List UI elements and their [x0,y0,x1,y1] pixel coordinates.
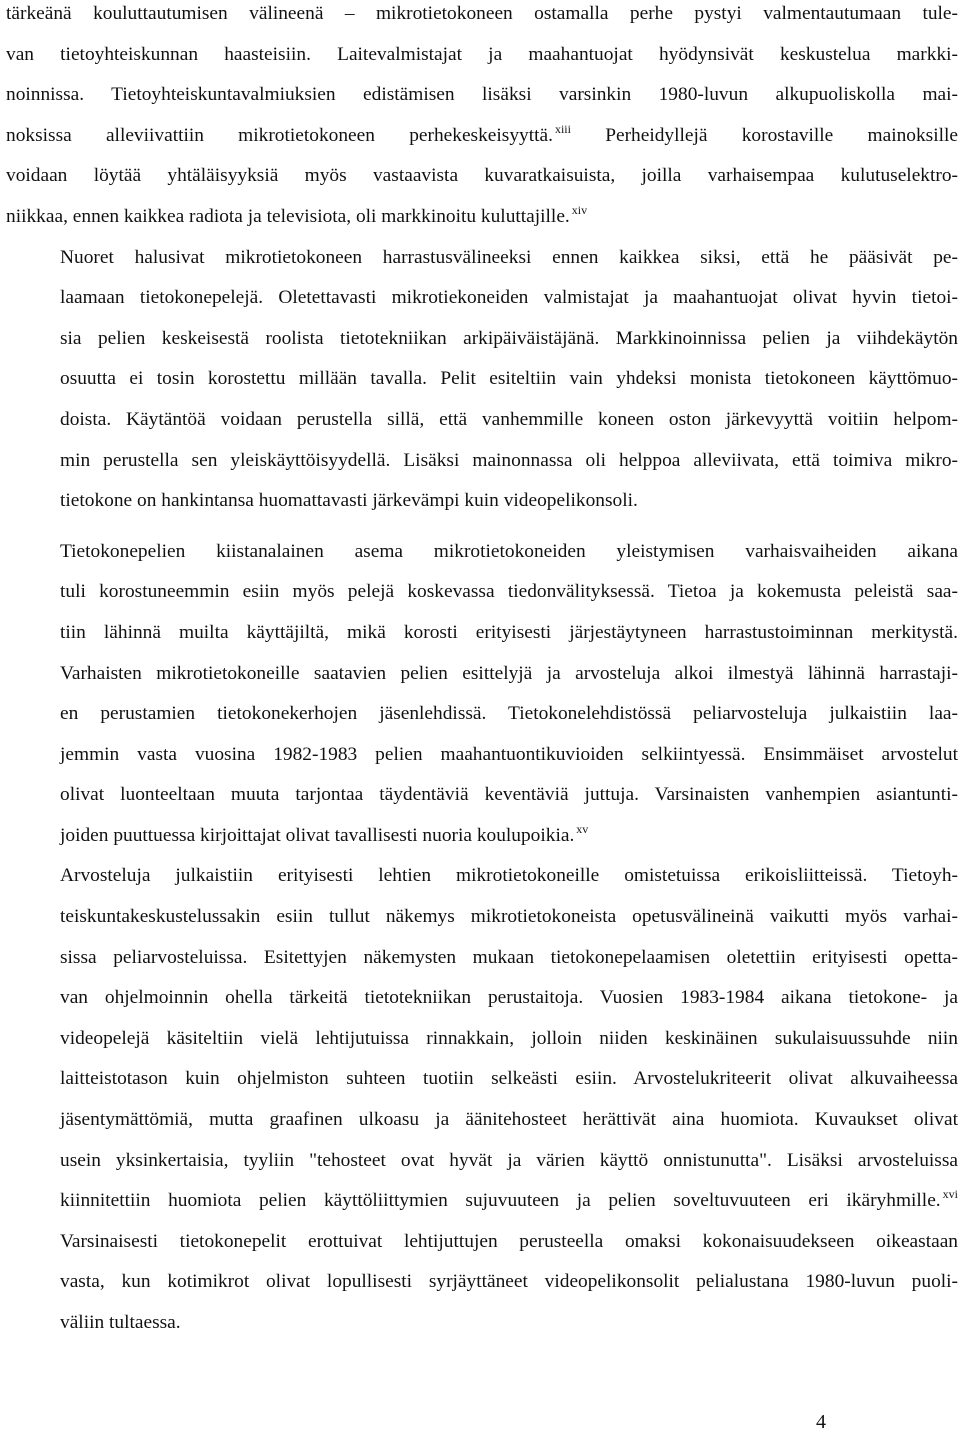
text-line: sia pelien keskeisestä roolista tietotekniikan arkipäiväistäjänä. Markkinoinnissa pelien ja viihdekäytön [60,327,958,349]
footnote-marker: xiv [571,202,588,217]
text-line: sissa peliarvosteluissa. Esitettyjen näkemysten mukaan tietokonepelaamisen oletettiin erityisesti opetta- [60,946,958,968]
text-line: Varhaisten mikrotietokoneille saatavien pelien esittelyjä ja arvosteluja alkoi ilmestyä lähinnä harrastaji- [60,662,958,684]
text-line: en perustamien tietokonekerhojen jäsenlehdissä. Tietokonelehdistössä peliarvosteluja julkaistiin laa- [60,703,958,725]
text-line: niikkaa, ennen kaikkea radiota ja televisiota, oli markkinoitu kuluttajille. $^{xiv}$ [6,202,588,227]
text-line: tiin lähinnä muilta käyttäjiltä, mikä korosti erityisesti järjestäytyneen harrastustoiminnan merkitystä. [60,621,958,643]
footnote-marker: xiii [554,121,571,136]
text-line: voidaan löytää yhtäläisyyksiä myös vastaavista kuvaratkaisuista, joilla varhaisempaa kulutuselektro- [6,165,958,187]
text-line: min perustella sen yleiskäyttöisyydellä. Lisäksi mainonnassa oli helppoa alleviivata, että toimiva mikro- [60,449,958,471]
text-line: Nuoret halusivat mikrotietokoneen harrastusvälineeksi ennen kaikkea siksi, että he pääsivät pe- [60,246,958,268]
text-line: usein yksinkertaisia, tyyliin "tehosteet ovat hyvät ja värien käyttö onnistunutta". Lisäksi arvosteluissa [60,1149,958,1171]
text-line: noksissa alleviivattiin mikrotietokoneen perhekeskeisyyttä. $^{xiii}$ Perheidyllejä korostaville mainoksille [6,121,958,146]
text-line: kiinnitettiin huomiota pelien käyttöliittymien sujuvuuteen ja pelien soveltuvuuteen eri ikäryhmille. $^{xvi}$ [60,1187,958,1212]
text-line: olivat luonteeltaan muuta tarjontaa täydentäviä keventäviä juttuja. Varsinaisten vanhempien asiantunti- [60,784,958,806]
text-line: laitteistotason kuin ohjelmiston suhteen tuotiin selkeästi esiin. Arvostelukriteerit olivat alkuvaiheessa [60,1068,958,1090]
text-line: tuli korostuneemmin esiin myös pelejä koskevassa tiedonvälityksessä. Tietoa ja kokemusta peleistä saa- [60,581,958,603]
text-line: noinnissa. Tietoyhteiskuntavalmiuksien edistämisen lisäksi varsinkin 1980-luvun alkupuoliskolla mai- [6,84,958,106]
footnote-marker: xv [576,821,589,836]
paragraph-2 [6,238,958,522]
text-line: vasta, kun kotimikrot olivat lopullisesti syrjäyttäneet videopelikonsolit pelialustana 1980-luvun puoli- [60,1271,958,1293]
text-line: doista. Käytäntöä voidaan perustella sillä, että vanhemmille koneen oston järkevyyttä voitiin helpom- [60,408,958,430]
footnote-marker: xvi [942,1187,958,1202]
text-line: videopelejä käsiteltiin vielä lehtijutuissa rinnakkain, jolloin niiden keskinäinen sukulaisuussuhde niin [60,1027,958,1049]
page-number: 4 [816,1411,826,1433]
body-text [6,0,958,1344]
text-line: teiskuntakeskustelussakin esiin tullut näkemys mikrotietokoneista opetusvälineinä vaikutti myös varhai- [60,906,958,928]
paragraph-1 [6,0,958,238]
text-line: tietokone on hankintansa huomattavasti järkevämpi kuin videopelikonsoli. [60,490,638,512]
paragraph-3 [6,532,958,857]
text-line: osuutta ei tosin korostettu millään tavalla. Pelit esiteltiin vain yhdeksi monista tietokoneen käyttömuo- [60,368,958,390]
text-line: van tietoyhteiskunnan haasteisiin. Laitevalmistajat ja maahantuojat hyödynsivät keskustelua markki- [6,43,958,65]
text-line: tärkeänä kouluttautumisen välineenä – mikrotietokoneen ostamalla perhe pystyi valmentautumaan tule- [6,3,958,24]
text-line: joiden puuttuessa kirjoittajat olivat tavallisesti nuoria koulupoikia. $^{xv}$ [60,821,589,846]
text-line: Arvosteluja julkaistiin erityisesti lehtien mikrotietokoneille omistetuissa erikoisliitteissä. Tietoyh- [60,865,958,887]
paragraph-4 [6,856,958,1343]
text-line: Varsinaisesti tietokonepelit erottuivat lehtijuttujen perusteella omaksi kokonaisuudekseen oikeastaan [60,1230,958,1252]
text-line: jäsentymättömiä, mutta graafinen ulkoasu ja äänitehosteet herättivät aina huomiota. Kuvaukset olivat [60,1109,958,1131]
text-line: van ohjelmoinnin ohella tärkeitä tietotekniikan perustaitoja. Vuosien 1983-1984 aikana tietokone- ja [60,987,958,1009]
text-line: Tietokonepelien kiistanalainen asema mikrotietokoneiden yleistymisen varhaisvaiheiden aikana [60,540,958,562]
text-line: väliin tultaessa. [60,1312,181,1333]
text-line: laamaan tietokonepelejä. Oletettavasti mikrotiekoneiden valmistajat ja maahantuojat olivat hyvin tietoi- [60,287,958,309]
text-line: jemmin vasta vuosina 1982-1983 pelien maahantuontikuvioiden selkiintyessä. Ensimmäiset arvostelut [60,743,958,765]
